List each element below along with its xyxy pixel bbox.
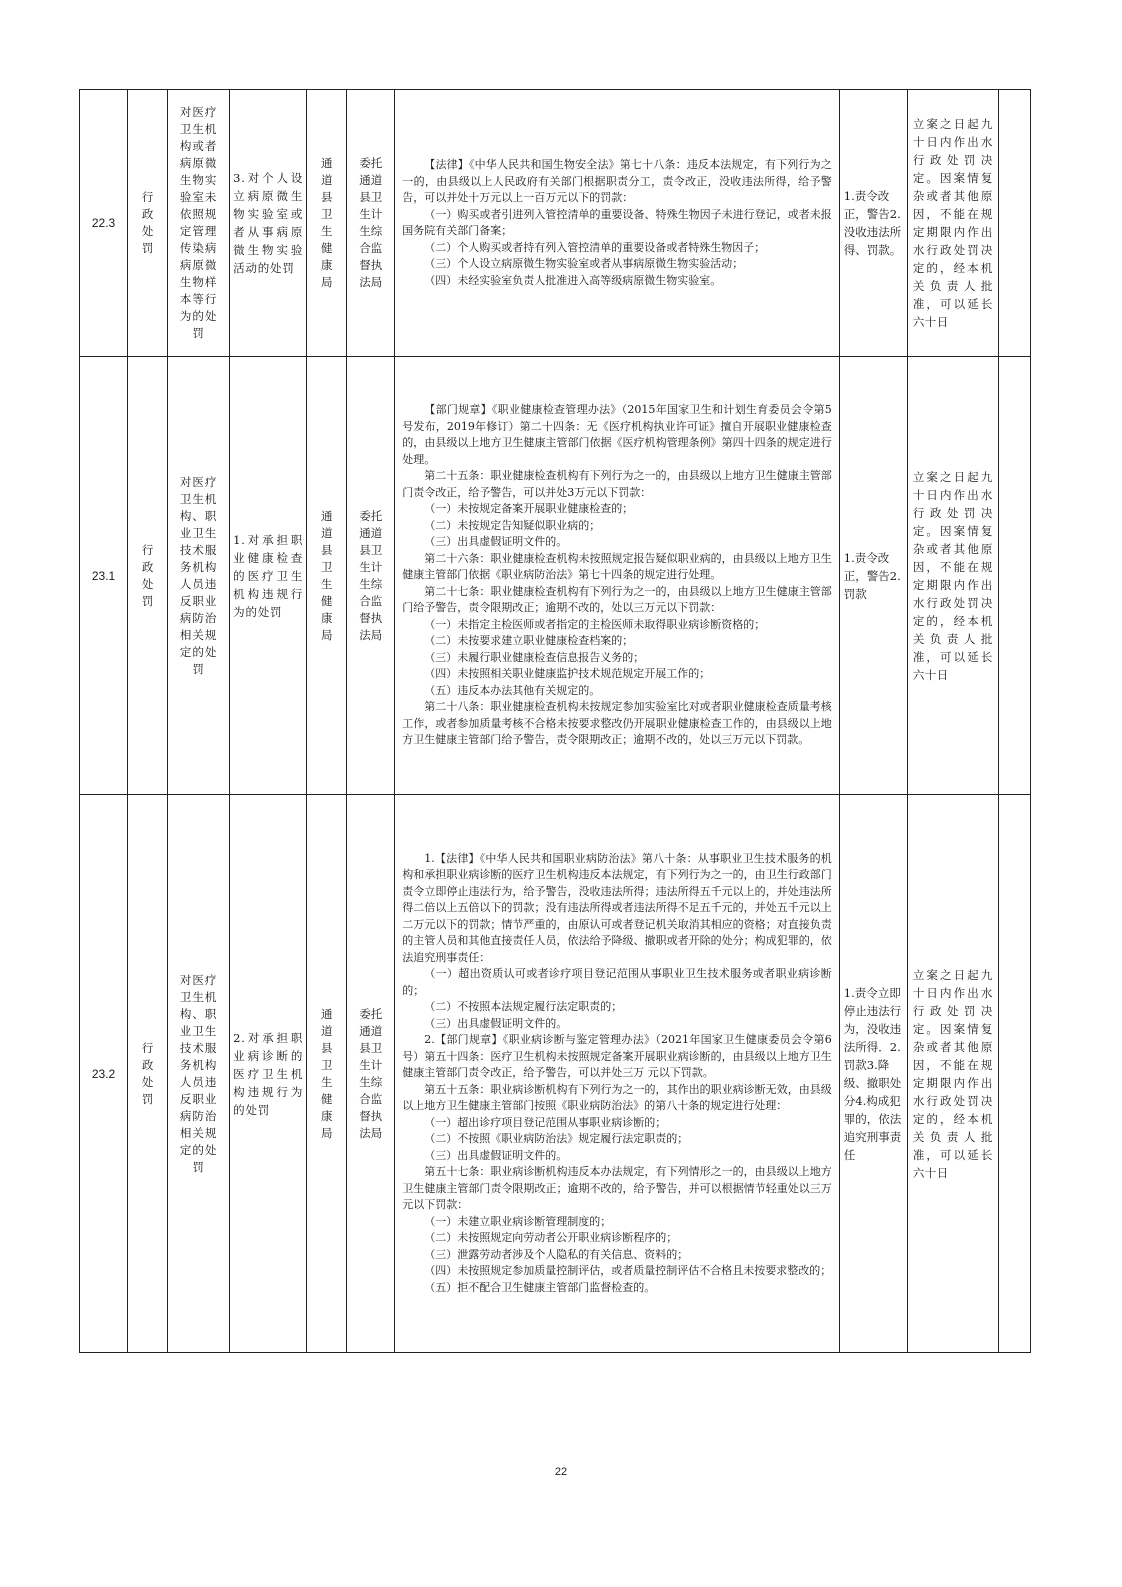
basis-paragraph: （一）购买或者引进列入管控清单的重要设备、特殊生物因子未进行登记，或者未报国务院有关部门备案； [402,207,832,237]
agency-cell [307,795,347,1353]
basis-paragraph: （一）未指定主检医师或者指定的主检医师未取得职业病诊断资格的； [424,617,766,631]
empty-cell [998,795,1030,1353]
table-row [80,795,1031,1353]
category-text: 行政处罚 [141,542,154,608]
agency-text: 通道县卫生健康局 [320,508,333,642]
agency-text: 通道县卫生健康局 [320,1006,333,1140]
basis-paragraph: （二）未按规定告知疑似职业病的； [424,518,601,532]
basis-paragraph: （一）超出资质认可或者诊疗项目登记范围从事职业卫生技术服务或者职业病诊断的； [402,967,832,997]
executor-text: 委托通道县卫生计生综合监督执法局 [359,1006,383,1140]
category-cell [128,357,168,795]
item-name: 对医疗卫生机构或者病原微生物实验室未依照规定管理传染病病原微生物样本等行为的处罚 [179,105,218,340]
empty-cell [998,90,1030,357]
basis-paragraph: （二）未按照规定向劳动者公开职业病诊断程序的； [424,1231,678,1245]
basis-paragraph: 第二十五条：职业健康检查机构有下列行为之一的，由县级以上地方卫生健康主管部门责令改正，给予警告，可以并处3万元以下罚款： [402,469,832,499]
basis-paragraph: 【法律】《中华人民共和国生物安全法》第七十八条：违反本法规定，有下列行为之一的，由县级以上人民政府有关部门根据职责分工，责令改正，没收违法所得，给予警告，可以并处十万元以上一百万元以下的罚款： [402,158,832,204]
basis-paragraph: （二）不按照本法规定履行法定职责的； [424,1000,623,1014]
executor-cell [347,795,395,1353]
basis-paragraph: （三）个人设立病原微生物实验室或者从事病原微生物实验活动； [424,257,744,270]
penalty-table [79,89,1031,1353]
category-cell [128,795,168,1353]
executor-text: 委托通道县卫生计生综合监督执法局 [359,508,383,642]
penalty-type: 1.责令立即停止违法行为，没收违法所得．2.罚款3.降级、撤职处分4.构成犯罪的，依法追究刑事责任 [839,795,907,1353]
basis-paragraph: 第二十八条：职业健康检查机构未按规定参加实验室比对或者职业健康检查质量考核工作，或者参加质量考核不合格未按要求整改仍开展职业健康检查工作的，由县级以上地方卫生健康主管部门给予警告，责令限期改正；逾期不改的，处以三万元以下罚款。 [402,700,832,747]
penalty-type: 1.责令改正，警告2.罚款 [839,357,907,795]
item-name-cell [168,357,230,795]
basis-paragraph: 第五十七条：职业病诊断机构违反本办法规定，有下列情形之一的，由县级以上地方卫生健康主管部门责令限期改正；逾期不改的，给予警告，并可以根据情节轻重处以三万 元以下罚款： [402,1165,832,1212]
item-name-cell [168,90,230,357]
basis-paragraph: （四）未按照规定参加质量控制评估，或者质量控制评估不合格且未按要求整改的； [424,1264,832,1278]
basis-paragraph: 第二十六条：职业健康检查机构未按照规定报告疑似职业病的，由县级以上地方卫生健康主管部门依据《职业病防治法》第七十四条的规定进行处理。 [402,551,832,582]
agency-text: 通道县卫生健康局 [320,156,333,289]
executor-cell [347,357,395,795]
item-name-cell [168,795,230,1353]
basis-paragraph: （二）未按要求建立职业健康检查档案的； [424,634,634,648]
basis-paragraph: （五）拒不配合卫生健康主管部门监督检查的。 [424,1280,656,1294]
sub-item: 1.对承担职业健康检查的医疗卫生机构违规行为的处罚 [230,357,307,795]
basis-paragraph: （一）未建立职业病诊断管理制度的； [424,1214,612,1228]
deadline: 立案之日起九十日内作出水行政处罚决定。因案情复杂或者其他原因，不能在规定期限内作出水行政处罚决定的，经本机关负责人批准，可以延长六十日 [907,357,998,795]
basis-paragraph: （三）出具虚假证明文件的。 [424,1016,568,1030]
item-number: 23.1 [80,357,128,795]
category-cell [128,90,168,357]
sub-item: 2.对承担职业病诊断的医疗卫生机构违规行为的处罚 [230,795,307,1353]
basis-paragraph: 1.【法律】《中华人民共和国职业病防治法》第八十条：从事职业卫生技术服务的机构和承担职业病诊断的医疗卫生机构违反本法规定，有下列行为之一的，由卫生行政部门责令立即停止违法行为，给予警告，没收违法所得；违法所得五千元以上的，并处违法所得二倍以上五倍以下的罚款；没有违法所得或者违法所得不足五千元的，并处五千元以上二万元以下的罚款；情节严重的，由原认可或者登记机关取消其相应的资格；对直接负责的主管人员和其他直接责任人员，依法给予降级、撤职或者开除的处分；构成犯罪的，依法追究刑事责任： [402,851,832,964]
table-row [80,357,1031,795]
basis-paragraph: 【部门规章】《职业健康检查管理办法》（2015年国家卫生和计划生育委员会令第5号发布，2019年修订）第二十四条：无《医疗机构执业许可证》擅自开展职业健康检查的，由县级以上地方卫生健康主管部门依据《医疗机构管理条例》第四十四条的规定进行处理。 [402,403,832,466]
item-number: 23.2 [80,795,128,1353]
basis-paragraph: （一）未按规定备案开展职业健康检查的； [424,502,634,516]
basis-paragraph: （二）个人购买或者持有列入管控清单的重要设备或者特殊生物因子； [424,240,766,254]
category-text: 行政处罚 [141,1040,154,1106]
basis-paragraph: （三）出具虚假证明文件的。 [424,1148,568,1162]
sub-item: 3.对个人设立病原微生物实验室或者从事病原微生物实验活动的处罚 [230,90,307,357]
executor-text: 委托通道县卫生计生综合监督执法局 [359,156,383,289]
basis-paragraph: （四）未按照相关职业健康监护技术规范规定开展工作的； [424,667,711,681]
basis-paragraph: 第五十五条：职业病诊断机构有下列行为之一的，其作出的职业病诊断无效，由县级以上地方卫生健康主管部门按照《职业病防治法》的第八十条的规定进行处理： [402,1082,832,1113]
basis-paragraph: （三）出具虚假证明文件的。 [424,535,568,549]
item-name: 对医疗卫生机构、职业卫生技术服务机构人员违反职业病防治相关规定的处罚 [179,474,218,676]
basis-paragraph: （二）不按照《职业病防治法》规定履行法定职责的； [424,1132,689,1146]
executor-cell [347,90,395,357]
basis-paragraph: （一）超出诊疗项目登记范围从事职业病诊断的； [424,1115,667,1129]
agency-cell [307,357,347,795]
table-row [80,90,1031,357]
legal-basis [395,90,839,357]
basis-paragraph: （五）违反本办法其他有关规定的。 [424,683,601,697]
category-text: 行政处罚 [141,190,154,255]
basis-paragraph: （三）泄露劳动者涉及个人隐私的有关信息、资料的； [424,1247,689,1261]
agency-cell [307,90,347,357]
deadline: 立案之日起九十日内作出水行政处罚决定。因案情复杂或者其他原因，不能在规定期限内作出水行政处罚决定的，经本机关负责人批准，可以延长六十日 [907,795,998,1353]
basis-paragraph: 第二十七条：职业健康检查机构有下列行为之一的，由县级以上地方卫生健康主管部门给予警告，责令限期改正；逾期不改的，处以三万元以下罚款： [402,584,832,615]
penalty-type: 1.责令改正，警告2.没收违法所得、罚款。 [839,90,907,357]
empty-cell [998,357,1030,795]
item-number: 22.3 [80,90,128,357]
basis-paragraph: 2.【部门规章】《职业病诊断与鉴定管理办法》（2021年国家卫生健康委员会令第6号）第五十四条：医疗卫生机构未按照规定备案开展职业病诊断的，由县级以上地方卫生健康主管部门责令改正，给予警告，可以并处三万 元以下罚款。 [402,1033,832,1080]
legal-basis [395,795,839,1353]
deadline: 立案之日起九十日内作出水行政处罚决定。因案情复杂或者其他原因，不能在规定期限内作出水行政处罚决定的，经本机关负责人批准，可以延长六十日 [907,90,998,357]
page-number: 22 [554,1466,568,1478]
basis-paragraph: （四）未经实验室负责人批准进入高等级病原微生物实验室。 [424,273,722,287]
legal-basis [395,357,839,795]
basis-paragraph: （三）未履行职业健康检查信息报告义务的； [424,650,645,664]
item-name: 对医疗卫生机构、职业卫生技术服务机构人员违反职业病防治相关规定的处罚 [179,972,218,1174]
